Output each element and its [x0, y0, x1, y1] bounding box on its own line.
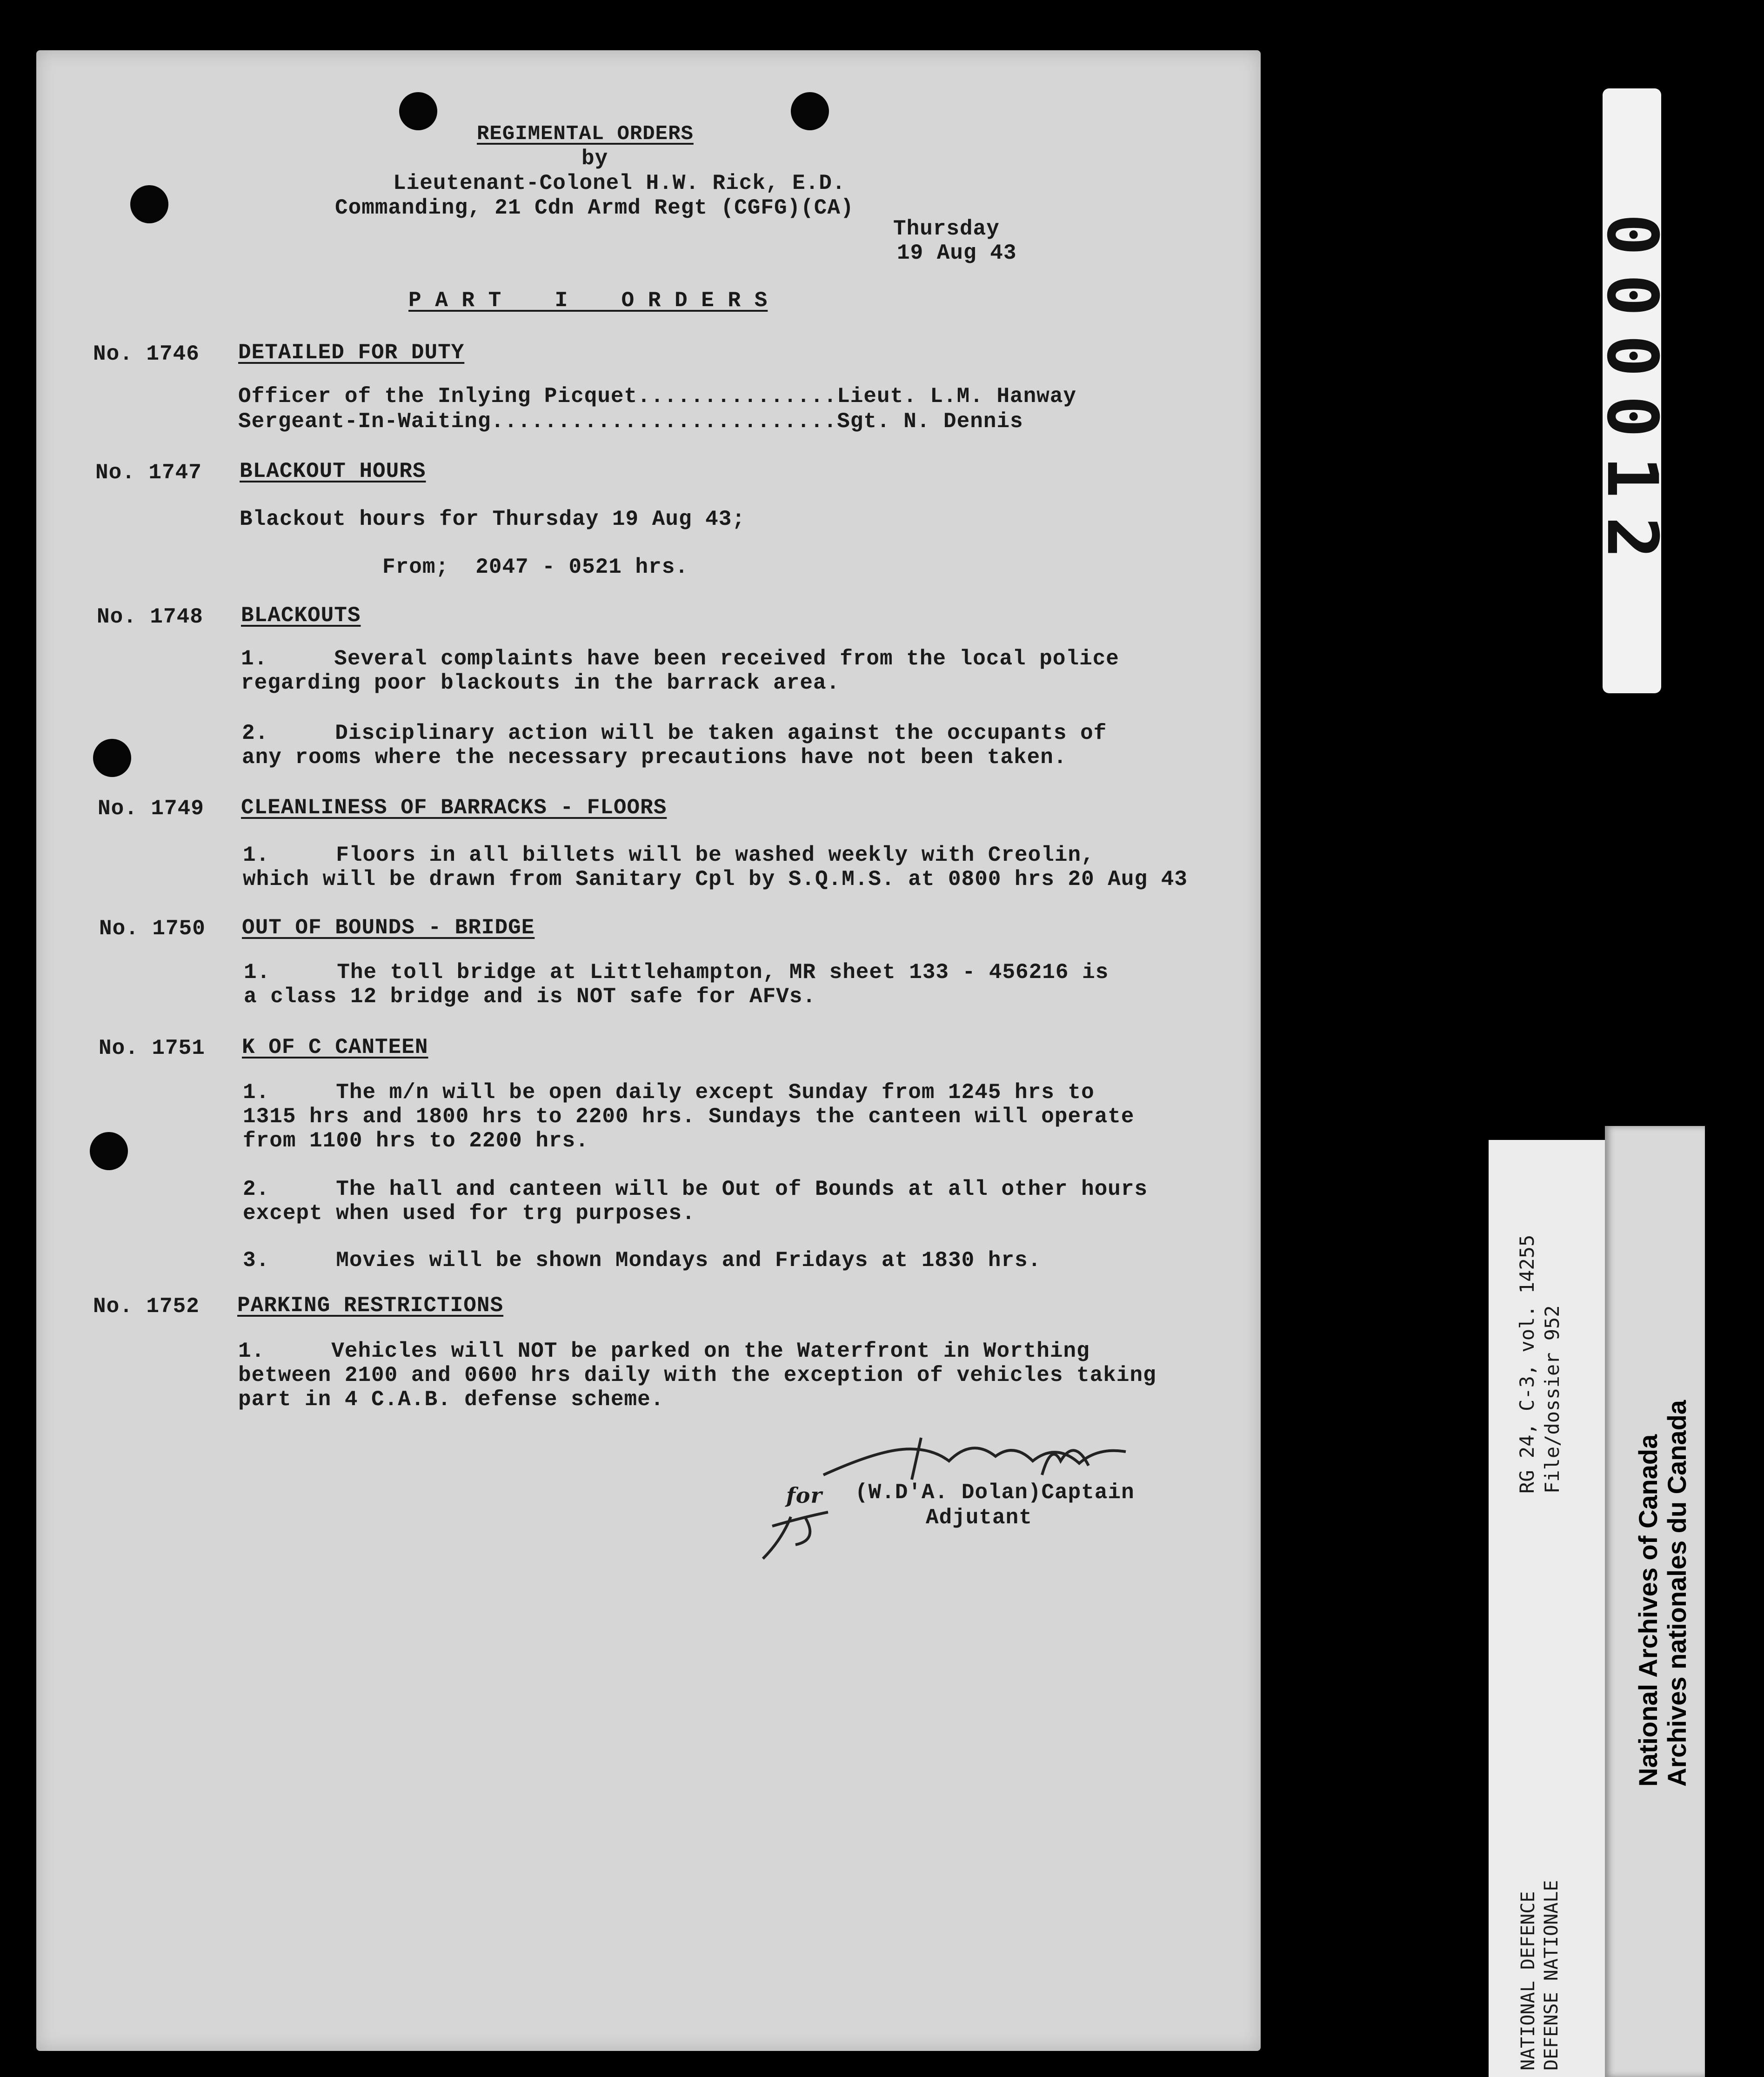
order-paragraph: 1. Several complaints have been received from the local police regarding poor blackouts in the barrack area. — [241, 647, 1119, 695]
order-heading: BLACKOUT HOURS — [240, 459, 426, 483]
part-heading: P A R T I O R D E R S — [408, 288, 768, 313]
order-number: No. 1748 — [97, 605, 203, 629]
document-title: REGIMENTAL ORDERS — [477, 122, 694, 146]
punch-hole — [90, 1132, 128, 1170]
order-number: No. 1752 — [93, 1294, 200, 1319]
department-fr: DEFENSE NATIONALE — [1541, 1880, 1562, 2070]
header-commander: Lieutenant-Colonel H.W. Rick, E.D. — [393, 171, 846, 195]
order-paragraph: 1. The toll bridge at Littlehampton, MR sheet 133 - 456216 is a class 12 bridge and is NOT safe for AFVs. — [244, 960, 1109, 1009]
order-number: No. 1751 — [99, 1036, 205, 1060]
archive-ref-1: RG 24, C-3, vol. 14255 — [1516, 1234, 1538, 1494]
document-page — [36, 50, 1261, 2051]
frame-number: 000012 — [1591, 214, 1673, 577]
order-heading: BLACKOUTS — [241, 603, 361, 628]
punch-hole — [791, 92, 829, 130]
order-heading: CLEANLINESS OF BARRACKS - FLOORS — [241, 796, 667, 820]
header-day: Thursday — [893, 217, 1000, 241]
header-date: 19 Aug 43 — [897, 241, 1017, 265]
order-number: No. 1750 — [99, 917, 206, 941]
order-paragraph: 2. The hall and canteen will be Out of Bounds at all other hours except when used for trg purposes. — [243, 1177, 1148, 1226]
order-paragraph: 1. The m/n will be open daily except Sunday from 1245 hrs to 1315 hrs and 1800 hrs to 2200 hrs. Sundays the canteen will operate from 1100 hrs to 2200 hrs. — [243, 1080, 1135, 1153]
order-line: Officer of the Inlying Picquet...............Lieut. L.M. Hanway — [238, 384, 1077, 409]
order-paragraph: 1. Vehicles will NOT be parked on the Waterfront in Worthing between 2100 and 0600 hrs daily with the exception of vehicles taking part in 4 C.A.B. defense scheme. — [238, 1339, 1156, 1412]
order-heading: PARKING RESTRICTIONS — [237, 1293, 504, 1318]
header-unit: Commanding, 21 Cdn Armd Regt (CGFG)(CA) — [335, 196, 854, 220]
archive-label-card — [1605, 1126, 1705, 2077]
archive-ref-2: File/dossier 952 — [1541, 1305, 1564, 1494]
order-line: Sergeant-In-Waiting..........................Sgt. N. Dennis — [238, 409, 1023, 434]
order-heading: OUT OF BOUNDS - BRIDGE — [242, 916, 535, 940]
signature-name: (W.D'A. Dolan)Captain — [855, 1481, 1135, 1505]
header-by: by — [581, 147, 608, 171]
order-paragraph: 2. Disciplinary action will be taken against the occupants of any rooms where the necessary precautions have not been taken. — [242, 721, 1107, 770]
order-paragraph: 1. Floors in all billets will be washed weekly with Creolin, which will be drawn from Sanitary Cpl by S.Q.M.S. at 0800 hrs 20 Aug 43 — [243, 843, 1188, 891]
order-number: No. 1749 — [98, 797, 204, 821]
signature-title: Adjutant — [926, 1506, 1032, 1530]
archive-name-en: National Archives of Canada — [1633, 1434, 1663, 1787]
archive-reference-card — [1489, 1140, 1605, 2077]
punch-hole — [130, 185, 168, 223]
order-line: Blackout hours for Thursday 19 Aug 43; — [240, 507, 745, 531]
punch-hole — [399, 92, 437, 130]
signature-for: for — [786, 1483, 822, 1508]
order-line: From; 2047 - 0521 hrs. — [382, 555, 688, 579]
order-paragraph: 3. Movies will be shown Mondays and Fridays at 1830 hrs. — [243, 1248, 1042, 1273]
department-en: NATIONAL DEFENCE — [1517, 1891, 1539, 2070]
order-number: No. 1747 — [95, 461, 202, 485]
order-heading: DETAILED FOR DUTY — [238, 341, 465, 365]
order-number: No. 1746 — [93, 342, 200, 366]
order-heading: K OF C CANTEEN — [242, 1035, 428, 1059]
punch-hole — [93, 739, 131, 777]
archive-name-fr: Archives nationales du Canada — [1662, 1400, 1691, 1787]
